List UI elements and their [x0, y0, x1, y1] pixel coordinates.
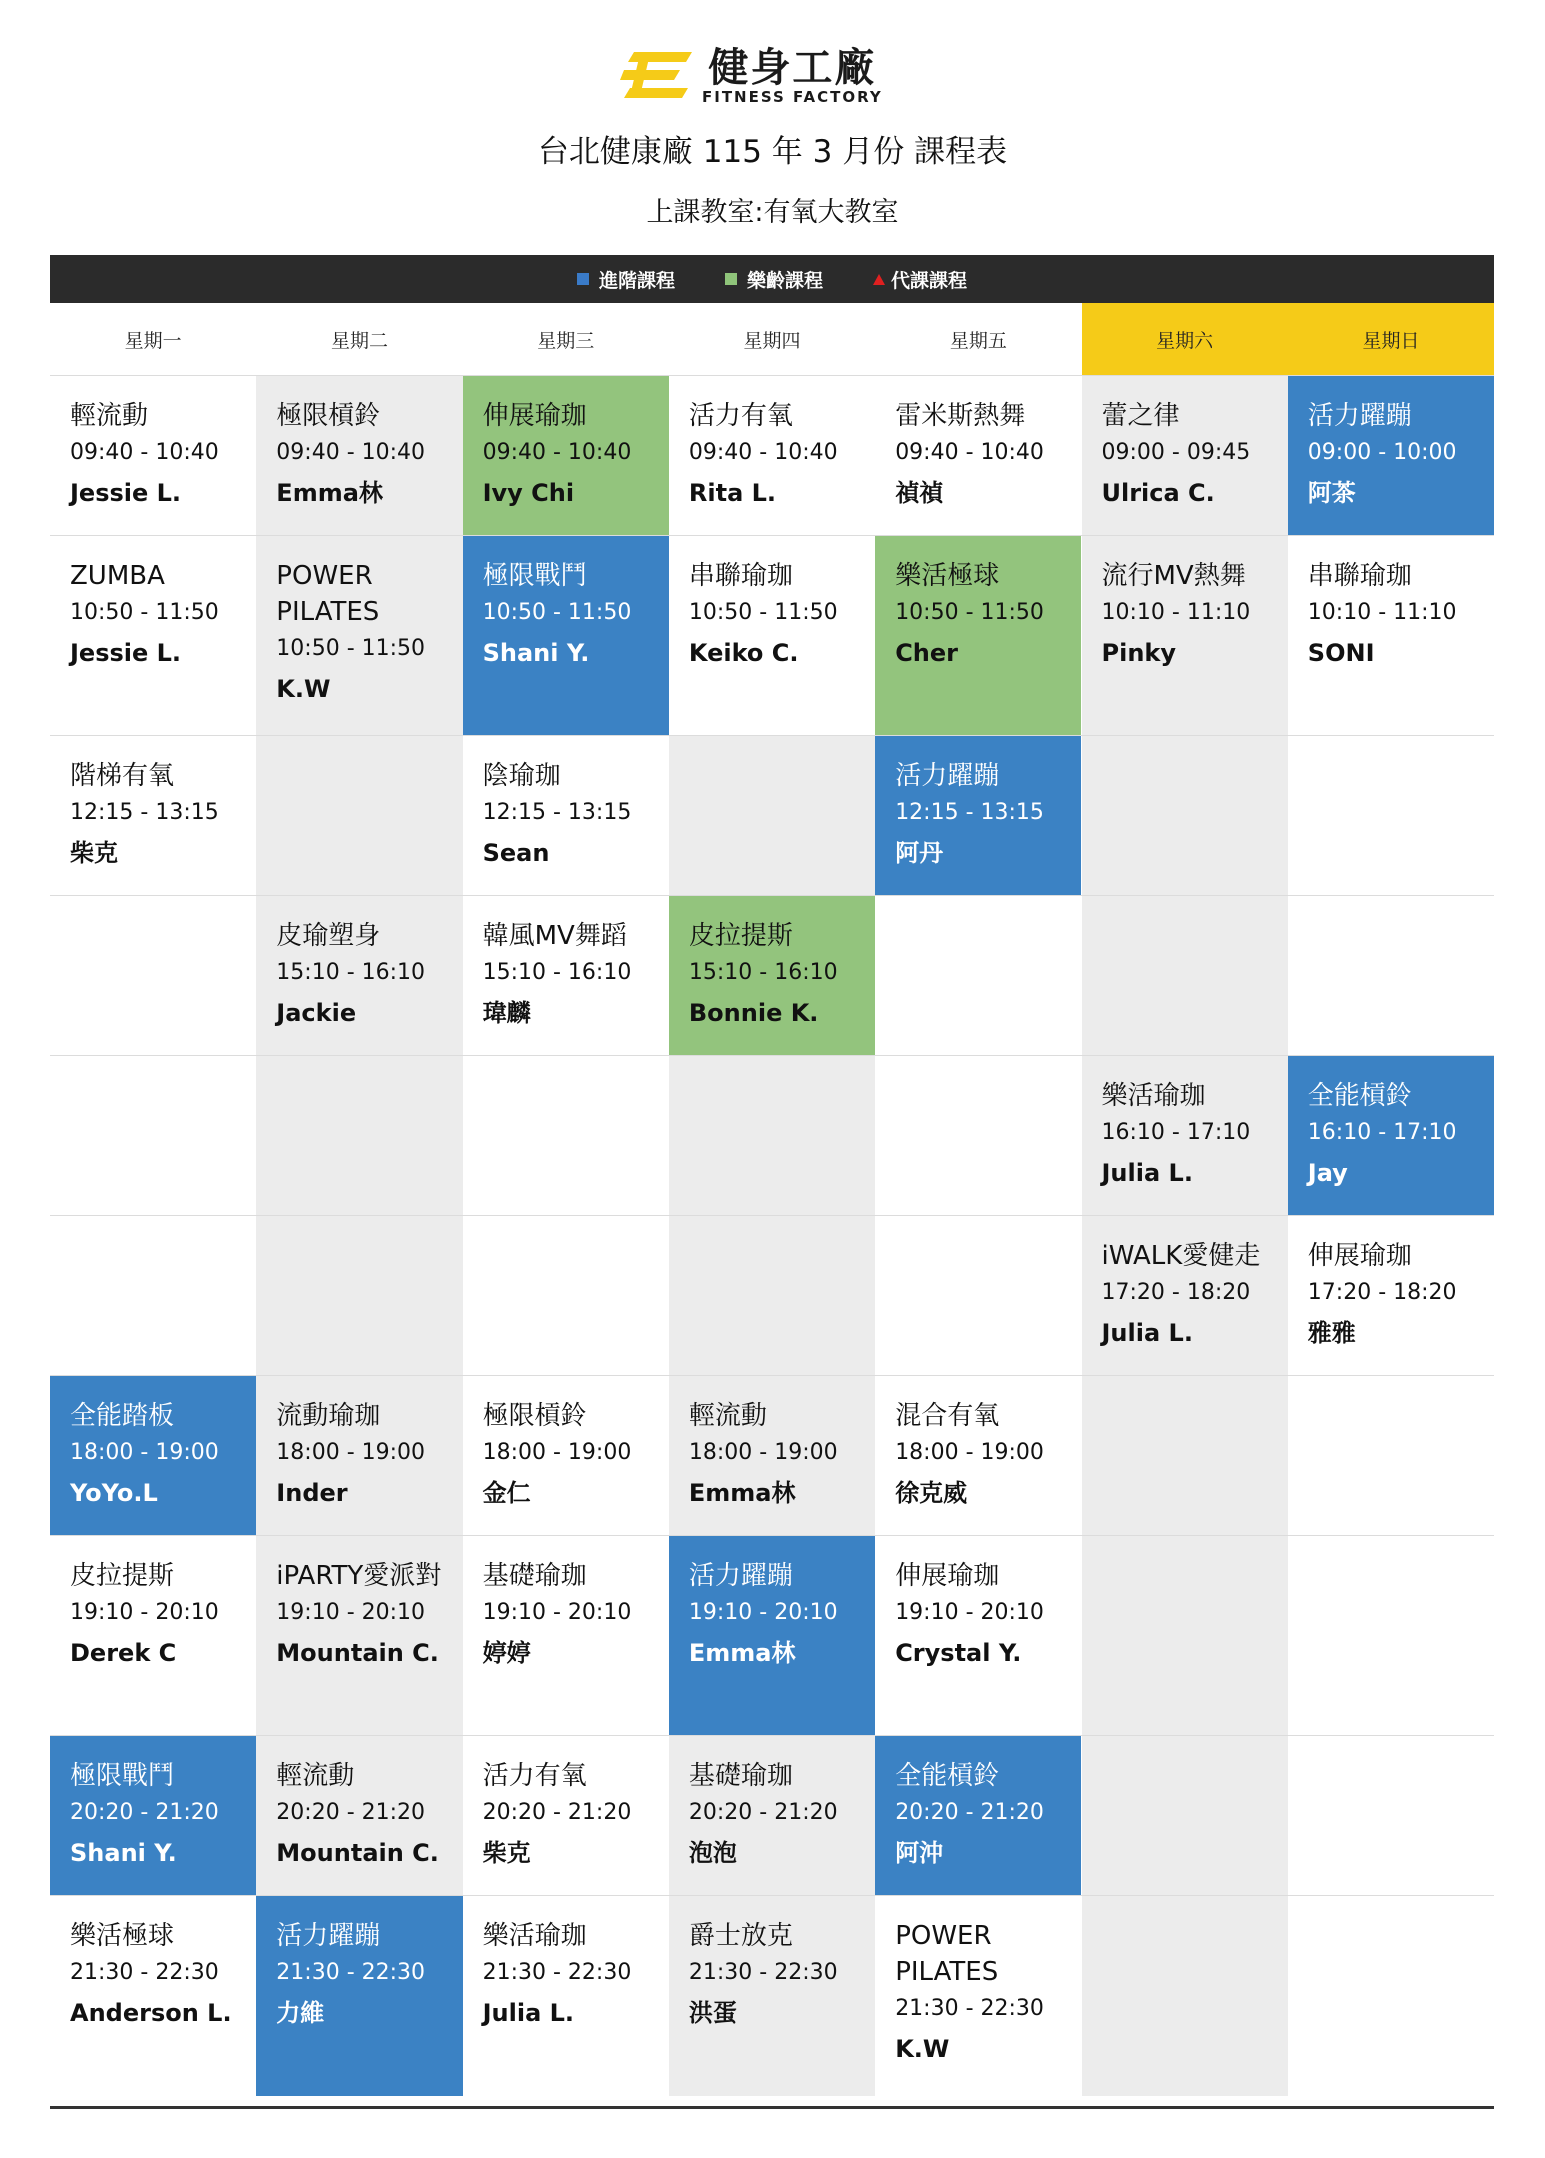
day-header-fri: 星期五	[875, 303, 1081, 375]
class-time: 09:40 - 10:40	[482, 440, 632, 465]
schedule-row	[50, 735, 1494, 896]
class-name: 伸展瑜珈	[482, 401, 587, 431]
class-time: 10:50 - 11:50	[895, 600, 1044, 625]
class-cell	[256, 1376, 462, 1536]
class-teacher: 阿茶	[1307, 479, 1356, 507]
class-teacher: Julia L.	[1101, 1319, 1193, 1347]
class-cell	[463, 1056, 669, 1216]
class-teacher: Jessie L.	[70, 639, 182, 667]
class-cell	[463, 1536, 669, 1736]
class-cell	[1082, 1216, 1288, 1376]
class-cell	[669, 736, 875, 896]
class-name: 極限槓鈴	[482, 1401, 587, 1431]
class-name: 樂活極球	[70, 1921, 175, 1951]
class-time: 15:10 - 16:10	[688, 960, 838, 985]
brand-name-cn: 健身工廠	[708, 44, 877, 91]
class-cell	[669, 536, 875, 736]
class-name: 活力有氧	[482, 1761, 587, 1791]
class-name: 混合有氧	[895, 1401, 1000, 1431]
class-name: 皮拉提斯	[70, 1561, 175, 1591]
class-cell	[463, 536, 669, 736]
class-teacher: Anderson L.	[70, 1999, 232, 2027]
class-name: 基礎瑜珈	[688, 1761, 793, 1791]
class-name: 輕流動	[688, 1401, 767, 1431]
class-time: 10:50 - 11:50	[70, 600, 219, 625]
class-time: 10:50 - 11:50	[482, 600, 632, 625]
class-time: 19:10 - 20:10	[276, 1600, 426, 1625]
class-teacher: Pinky	[1101, 639, 1177, 667]
class-name: 基礎瑜珈	[482, 1561, 587, 1591]
class-cell	[875, 1536, 1081, 1736]
class-cell	[875, 536, 1081, 736]
class-time: 17:20 - 18:20	[1307, 1280, 1457, 1305]
class-cell	[256, 1216, 462, 1376]
class-cell	[50, 1056, 256, 1216]
class-time: 18:00 - 19:00	[482, 1440, 632, 1465]
class-name: 活力躍蹦	[276, 1921, 381, 1951]
class-teacher: Jay	[1307, 1159, 1348, 1187]
class-name: 爵士放克	[688, 1921, 793, 1951]
class-name: 雷米斯熱舞	[895, 401, 1026, 431]
class-time: 21:30 - 22:30	[895, 1996, 1044, 2021]
day-header-thu: 星期四	[669, 303, 875, 375]
page-title: 台北健康廠 115 年 3 月份 課程表	[537, 134, 1008, 170]
class-name: ZUMBA	[70, 561, 165, 591]
class-cell	[256, 1536, 462, 1736]
class-time: 10:50 - 11:50	[276, 636, 426, 661]
class-time: 15:10 - 16:10	[276, 960, 426, 985]
green-square-icon	[725, 273, 737, 285]
class-teacher: Jackie	[276, 999, 357, 1027]
legend-item-advanced	[577, 266, 675, 293]
class-cell	[463, 376, 669, 536]
class-cell	[50, 1536, 256, 1736]
class-teacher: 力維	[276, 1999, 325, 2027]
class-cell	[50, 896, 256, 1056]
class-cell	[463, 1376, 669, 1536]
class-cell	[1288, 1376, 1494, 1536]
legend-item-senior	[725, 266, 823, 293]
class-cell	[50, 1736, 256, 1896]
class-time: 12:15 - 13:15	[70, 800, 219, 825]
schedule-row	[50, 375, 1494, 536]
class-cell	[875, 1896, 1081, 2096]
class-cell	[875, 1216, 1081, 1376]
class-name: 伸展瑜珈	[895, 1561, 1000, 1591]
class-cell	[50, 1376, 256, 1536]
class-cell	[50, 536, 256, 736]
class-cell	[50, 1896, 256, 2096]
class-teacher: Ulrica C.	[1101, 479, 1215, 507]
class-cell	[875, 736, 1081, 896]
class-name: 階梯有氧	[70, 761, 175, 791]
schedule-row	[50, 1735, 1494, 1896]
class-teacher: 禎禎	[895, 479, 944, 507]
class-cell	[463, 896, 669, 1056]
class-teacher: Emma林	[688, 1639, 796, 1667]
class-teacher: K.W	[895, 2035, 950, 2063]
class-time: 18:00 - 19:00	[688, 1440, 838, 1465]
class-cell	[50, 736, 256, 896]
class-name: 活力躍蹦	[1307, 401, 1412, 431]
class-cell	[875, 1376, 1081, 1536]
class-name: 極限戰鬥	[70, 1761, 175, 1791]
class-time: 20:20 - 21:20	[482, 1800, 632, 1825]
class-teacher: Julia L.	[482, 1999, 575, 2027]
class-name: 全能槓鈴	[895, 1761, 1000, 1791]
class-name: 輕流動	[276, 1761, 355, 1791]
class-teacher: Jessie L.	[70, 479, 182, 507]
bottom-divider	[50, 2106, 1494, 2109]
class-name: POWER PILATES	[895, 1921, 999, 1987]
schedule-row	[50, 1895, 1494, 2096]
class-cell	[669, 896, 875, 1056]
class-time: 09:40 - 10:40	[688, 440, 838, 465]
class-time: 10:10 - 11:10	[1307, 600, 1457, 625]
class-cell	[1288, 376, 1494, 536]
class-time: 10:50 - 11:50	[688, 600, 838, 625]
class-teacher: K.W	[276, 675, 331, 703]
legend-label: 進階課程	[598, 269, 675, 292]
class-cell	[1082, 896, 1288, 1056]
class-cell	[1288, 1896, 1494, 2096]
class-cell	[50, 376, 256, 536]
class-name: POWER PILATES	[276, 561, 380, 627]
class-teacher: 阿丹	[895, 839, 944, 867]
class-time: 20:20 - 21:20	[70, 1800, 219, 1825]
class-cell	[875, 1056, 1081, 1216]
class-time: 09:40 - 10:40	[70, 440, 219, 465]
class-cell	[1288, 896, 1494, 1056]
class-time: 16:10 - 17:10	[1101, 1120, 1251, 1145]
class-time: 20:20 - 21:20	[276, 1800, 426, 1825]
class-time: 18:00 - 19:00	[895, 1440, 1044, 1465]
day-header-mon: 星期一	[50, 303, 256, 375]
class-name: 流動瑜珈	[276, 1401, 381, 1431]
class-name: 陰瑜珈	[482, 761, 561, 791]
class-cell	[463, 1896, 669, 2096]
class-time: 19:10 - 20:10	[70, 1600, 219, 1625]
class-cell	[256, 896, 462, 1056]
class-cell	[1082, 1376, 1288, 1536]
day-header-sun: 星期日	[1288, 303, 1494, 375]
legend-label: 代課課程	[891, 269, 968, 292]
class-cell	[256, 1896, 462, 2096]
class-time: 12:15 - 13:15	[482, 800, 632, 825]
class-time: 15:10 - 16:10	[482, 960, 632, 985]
class-cell	[875, 1736, 1081, 1896]
legend-label: 樂齡課程	[746, 269, 823, 292]
class-name: 輕流動	[70, 401, 149, 431]
class-teacher: 阿沖	[895, 1839, 944, 1867]
class-cell	[1082, 1056, 1288, 1216]
class-cell	[1288, 1536, 1494, 1736]
class-cell	[669, 1536, 875, 1736]
class-cell	[875, 376, 1081, 536]
class-cell	[669, 1896, 875, 2096]
class-name: 串聯瑜珈	[688, 561, 793, 591]
class-time: 21:30 - 22:30	[688, 1960, 838, 1985]
class-cell	[256, 736, 462, 896]
class-teacher: Rita L.	[688, 479, 777, 507]
class-cell	[875, 896, 1081, 1056]
page-subtitle: 上課教室:有氧大教室	[646, 197, 899, 228]
legend-bar	[50, 255, 1494, 303]
class-name: 極限槓鈴	[276, 401, 381, 431]
class-time: 18:00 - 19:00	[276, 1440, 426, 1465]
class-time: 10:10 - 11:10	[1101, 600, 1251, 625]
class-cell	[1288, 736, 1494, 896]
class-cell	[1288, 1216, 1494, 1376]
class-cell	[463, 736, 669, 896]
class-time: 21:30 - 22:30	[276, 1960, 426, 1985]
class-cell	[1082, 736, 1288, 896]
class-cell	[1288, 1056, 1494, 1216]
brand-logo	[620, 46, 930, 106]
class-teacher: Mountain C.	[276, 1839, 439, 1867]
class-cell	[256, 1736, 462, 1896]
class-teacher: 金仁	[482, 1479, 531, 1507]
class-time: 12:15 - 13:15	[895, 800, 1044, 825]
blue-square-icon	[577, 273, 589, 285]
fitness-factory-logo-icon	[620, 48, 696, 104]
class-cell	[1082, 1536, 1288, 1736]
day-header-sat: 星期六	[1082, 303, 1288, 375]
class-teacher: 泡泡	[688, 1839, 737, 1867]
class-teacher: Shani Y.	[482, 639, 590, 667]
class-name: 皮拉提斯	[688, 921, 793, 951]
class-name: 韓風MV舞蹈	[482, 921, 627, 951]
class-time: 20:20 - 21:20	[688, 1800, 838, 1825]
class-time: 18:00 - 19:00	[70, 1440, 219, 1465]
class-teacher: SONI	[1307, 639, 1375, 667]
schedule-row	[50, 1535, 1494, 1736]
class-name: 樂活瑜珈	[482, 1921, 587, 1951]
class-cell	[256, 1056, 462, 1216]
class-teacher: Sean	[482, 839, 550, 867]
class-teacher: Ivy Chi	[482, 479, 575, 507]
class-teacher: Emma林	[276, 479, 383, 507]
class-name: 皮瑜塑身	[276, 921, 381, 951]
class-cell	[1288, 1736, 1494, 1896]
class-teacher: 柴克	[70, 839, 118, 867]
class-teacher: 瑋麟	[482, 999, 531, 1027]
class-name: iWALK愛健走	[1101, 1241, 1261, 1271]
class-teacher: Crystal Y.	[895, 1639, 1022, 1667]
class-name: 樂活極球	[895, 561, 1000, 591]
class-teacher: 柴克	[482, 1839, 531, 1867]
schedule-row	[50, 1055, 1494, 1216]
class-teacher: Emma林	[688, 1479, 796, 1507]
class-time: 17:20 - 18:20	[1101, 1280, 1251, 1305]
class-time: 09:00 - 09:45	[1101, 440, 1251, 465]
class-cell	[669, 1376, 875, 1536]
class-cell	[256, 536, 462, 736]
class-name: 蕾之律	[1101, 401, 1180, 431]
legend-item-substitute	[873, 266, 967, 293]
class-cell	[1082, 1736, 1288, 1896]
class-cell	[1082, 376, 1288, 536]
class-name: 全能踏板	[70, 1401, 175, 1431]
class-cell	[463, 1216, 669, 1376]
class-time: 19:10 - 20:10	[688, 1600, 838, 1625]
class-name: iPARTY愛派對	[276, 1561, 442, 1591]
class-cell	[50, 1216, 256, 1376]
class-teacher: Bonnie K.	[688, 999, 819, 1027]
class-time: 21:30 - 22:30	[70, 1960, 219, 1985]
class-cell	[669, 376, 875, 536]
class-teacher: 婷婷	[482, 1639, 531, 1667]
class-teacher: 徐克威	[895, 1479, 968, 1507]
class-name: 伸展瑜珈	[1307, 1241, 1412, 1271]
schedule-row	[50, 895, 1494, 1056]
class-teacher: Cher	[895, 639, 958, 667]
class-time: 19:10 - 20:10	[482, 1600, 632, 1625]
class-cell	[463, 1736, 669, 1896]
class-time: 09:00 - 10:00	[1307, 440, 1457, 465]
schedule-row	[50, 1375, 1494, 1536]
class-teacher: YoYo.L	[70, 1479, 158, 1507]
class-teacher: Inder	[276, 1479, 348, 1507]
class-time: 09:40 - 10:40	[276, 440, 426, 465]
class-teacher: Mountain C.	[276, 1639, 439, 1667]
class-teacher: Keiko C.	[688, 639, 799, 667]
class-time: 09:40 - 10:40	[895, 440, 1044, 465]
class-cell	[669, 1056, 875, 1216]
class-name: 活力躍蹦	[895, 761, 1000, 791]
class-teacher: Derek C	[70, 1639, 177, 1667]
brand-name-en: FITNESS FACTORY	[702, 87, 883, 106]
class-teacher: Shani Y.	[70, 1839, 177, 1867]
class-time: 16:10 - 17:10	[1307, 1120, 1457, 1145]
class-cell	[1082, 536, 1288, 736]
class-name: 極限戰鬥	[482, 561, 587, 591]
class-time: 20:20 - 21:20	[895, 1800, 1044, 1825]
class-teacher: Julia L.	[1101, 1159, 1193, 1187]
schedule-row	[50, 1215, 1494, 1376]
class-teacher: 雅雅	[1307, 1319, 1356, 1347]
class-cell	[669, 1216, 875, 1376]
class-cell	[1082, 1896, 1288, 2096]
class-name: 流行MV熱舞	[1101, 561, 1246, 591]
class-name: 樂活瑜珈	[1101, 1081, 1206, 1111]
schedule-row	[50, 535, 1494, 736]
class-cell	[256, 376, 462, 536]
class-time: 21:30 - 22:30	[482, 1960, 632, 1985]
class-name: 活力躍蹦	[688, 1561, 793, 1591]
class-name: 串聯瑜珈	[1307, 561, 1412, 591]
class-teacher: 洪蛋	[688, 1999, 737, 2027]
day-header-tue: 星期二	[256, 303, 462, 375]
class-cell	[669, 1736, 875, 1896]
class-name: 全能槓鈴	[1307, 1081, 1412, 1111]
red-triangle-icon	[873, 274, 885, 285]
class-name: 活力有氧	[688, 401, 793, 431]
day-header-wed: 星期三	[463, 303, 669, 375]
class-cell	[1288, 536, 1494, 736]
class-time: 19:10 - 20:10	[895, 1600, 1044, 1625]
